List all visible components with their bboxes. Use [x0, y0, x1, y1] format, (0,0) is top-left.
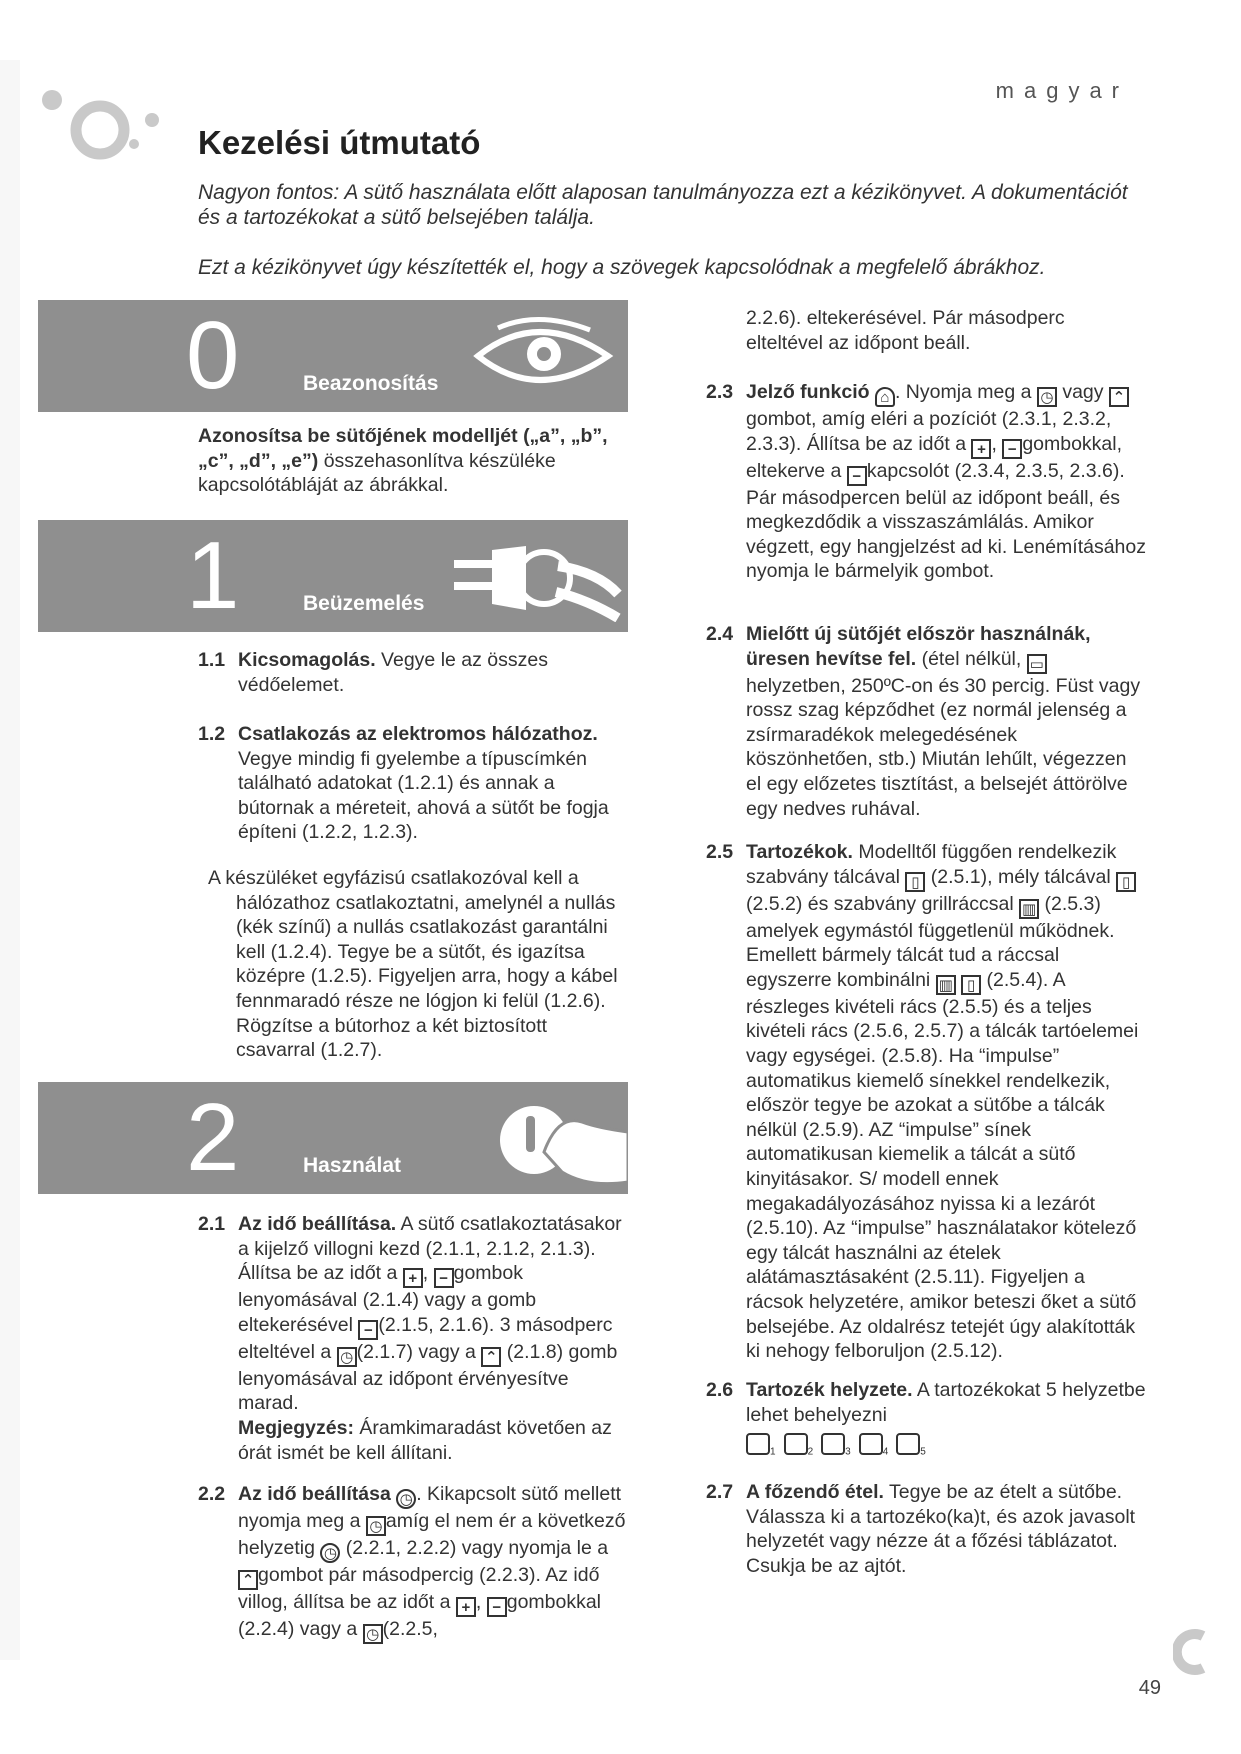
section-body: ,: [991, 432, 1003, 455]
section-1-2-continued: [208, 866, 628, 1063]
identification-text: [198, 424, 618, 498]
section-body: Tegye be az ételt a sütőbe. Válassza ki a tartozéko(ka)t, és azok javasolt helyzetét vagy nézze át a főzési táblázatot. Csukja be az ajtót.: [746, 1481, 1136, 1577]
knob-icon: −: [847, 466, 867, 486]
bell-icon: ⌂: [875, 387, 895, 407]
section-body: helyzetben, 250ºC-on és 30 percig. Füst vagy rossz szag képződhet (ez normál jelenség a zsírmaradékok melegedésének köszönhetően, stb.) Miután lehűlt, végezzen el egy előzetes tisztítást, a belsejét áttörölve egy nedves ruhával.: [746, 674, 1141, 820]
clock-button-icon: ◷: [1037, 387, 1057, 407]
section-body: (2.1.8) gomb lenyomásával az időpont érvényesítve marad.: [238, 1340, 618, 1415]
band-label: Használat: [303, 1154, 402, 1177]
section-heading: Tartozék helyzete.: [746, 1379, 913, 1401]
clock-icon: ◷: [396, 1489, 416, 1509]
section-body: Vegye mindig fi gyelembe a típuscímkén található adatokat (1.2.1) és annak a bútornak a méreteit, ahová a sütőt be fogja építeni (1.2.2, 1.2.3).: [238, 747, 609, 844]
section-body: gombok lenyomásával (2.1.4) vagy a gomb eltekerésével: [238, 1262, 537, 1336]
note-text: Áramkimaradást követően az órát ismét be kell állítani.: [238, 1416, 612, 1464]
up-arrow-button-icon: ⌃: [1109, 387, 1129, 407]
section-body: amíg el nem ér a következő helyzetig: [238, 1510, 626, 1559]
section-number: 2.7: [706, 1481, 734, 1503]
language-label: magyar: [995, 78, 1129, 103]
section-1-1: [198, 648, 628, 697]
band-label: Beüzemelés: [303, 592, 425, 615]
section-number: 2.5: [706, 841, 734, 863]
section-2-1: [198, 1212, 628, 1465]
page-number: 49: [1138, 1677, 1161, 1699]
intro-note: Ezt a kézikönyvet úgy készítették el, hogy a szövegek kapcsolódnak a megfelelő ábrákhoz.: [198, 256, 1046, 279]
section-heading: Csatlakozás az elektromos hálózathoz.: [238, 723, 598, 745]
section-body: ,: [422, 1262, 434, 1285]
section-body: gombot pár másodpercig (2.2.3). Az idő villog, állítsa be az időt a: [238, 1564, 600, 1613]
band-number: 2: [186, 1084, 240, 1191]
identification-bold: Azonosítsa be sütőjének modelljét („a”, „b”, „c”, „d”, „e”): [198, 425, 608, 472]
shelf-position-icon: 1: [746, 1433, 776, 1465]
section-heading: A főzendő étel.: [746, 1481, 884, 1503]
section-heading: Az idő beállítása.: [238, 1213, 397, 1235]
shelf-position-icon: 5: [896, 1433, 926, 1465]
plus-button-icon: +: [403, 1268, 423, 1288]
section-body: vagy: [1056, 381, 1109, 403]
section-body: (2.5.1), mély tálcával: [925, 865, 1117, 888]
grill-rack-icon: ▥: [936, 975, 956, 995]
section-body: gombokkal (2.2.4) vagy a: [238, 1591, 602, 1640]
section-body: A sütő csatlakoztatásakor a kijelző villogni kezd (2.1.1, 2.1.2, 2.1.3). Állítsa be az időt a: [238, 1213, 622, 1285]
section-body: Modelltől függően rendelkezik szabvány tálcával: [746, 841, 1117, 888]
section-number: 2.1: [198, 1213, 226, 1235]
page-title: Kezelési útmutató: [198, 124, 481, 161]
brand-logo-icon: [38, 80, 178, 180]
knob-icon: −: [358, 1320, 378, 1340]
section-body: (2.1.5, 2.1.6). 3 másodperc elteltével a: [238, 1313, 613, 1363]
minus-button-icon: −: [434, 1268, 454, 1288]
eye-icon: [468, 314, 618, 398]
knob-icon: ◷: [363, 1624, 383, 1644]
section-body: 2.2.6). eltekerésével. Pár másodperc elteltével az időpont beáll.: [746, 307, 1065, 354]
section-body: ,: [475, 1591, 487, 1613]
left-margin-shade: [0, 60, 20, 1660]
minus-button-icon: −: [487, 1597, 507, 1617]
section-2-2: [198, 1482, 628, 1644]
band-number: 1: [186, 522, 240, 629]
section-2-5: [706, 840, 1146, 1364]
section-body: (2.5.4). A részleges kivételi rács (2.5.5) és a teljes kivételi rács (2.5.6, 2.5.7) a tálcák tartóelemei vagy egységei. (2.5.8). Ha “impulse” automatikus kiemelő sínekkel rendelkezik, először tegye be azokat a sütőbe a tálcák nélkül (2.5.9). AZ “impulse” sínek automatikusan kiemelik a tálcát a sütő kinyitásakor. S/ modell ennek megakadályozásához nyissa ki a lezárót (2.5.10). Az “impulse” használatakor kötelező egy tálcát használni az ételek alátámasztásaként (2.5.11). Figyeljen a rácsok helyzetére, amikor beteszi őket a sütő belsejébe. Az oldalrész tetejét úgy alakították ki nehogy felboruljon (2.5.12).: [746, 968, 1139, 1363]
clock-button-icon: ◷: [366, 1516, 386, 1536]
section-heading: Kicsomagolás.: [238, 649, 376, 671]
tray-icon: ▯: [905, 872, 925, 892]
shelf-position-icon: 3: [821, 1433, 851, 1465]
plus-button-icon: +: [456, 1597, 476, 1617]
section-2-6: [706, 1378, 1146, 1465]
section-heading: Tartozékok.: [746, 841, 853, 863]
section-number: 2.6: [706, 1379, 734, 1401]
section-body: . Kikapcsolt sütő mellett nyomja meg a: [238, 1483, 622, 1532]
grill-rack-icon: ▥: [1019, 899, 1039, 919]
section-body: (2.2.1, 2.2.2) vagy nyomja le a: [340, 1537, 609, 1559]
up-arrow-button-icon: ⌃: [481, 1347, 501, 1367]
section-body: . Nyomja meg a: [894, 381, 1037, 403]
tray-icon: ▯: [961, 975, 981, 995]
section-number: 2.4: [706, 623, 734, 645]
section-body: Vegye le az összes védőelemet.: [238, 649, 548, 696]
section-band-identification: [38, 300, 628, 412]
section-2-3: [706, 380, 1146, 584]
section-heading: Az idő beállítása: [238, 1483, 391, 1505]
section-number: 1.2: [198, 723, 226, 745]
section-band-installation: [38, 520, 628, 632]
finger-knob-icon: [478, 1092, 628, 1192]
identification-body: összehasonlítva készüléke kapcsolótábláját az ábrákkal.: [198, 449, 556, 497]
band-label: Beazonosítás: [303, 372, 439, 395]
section-heading: Mielőtt új sütőjét először használnák, üresen hevítse fel.: [746, 623, 1091, 670]
section-number: 1.1: [198, 649, 226, 671]
section-body: A tartozékokat 5 helyzetbe lehet behelyezni: [746, 1379, 1146, 1426]
section-body: gombot, amíg eléri a pozíciót (2.3.1, 2.3.2, 2.3.3). Állítsa be az időt a: [746, 408, 1112, 455]
section-body: (2.2.5,: [382, 1618, 438, 1640]
clock-button-icon: ◷: [337, 1347, 357, 1367]
shelf-positions: [746, 1433, 1146, 1465]
shelf-position-icon: 4: [859, 1433, 889, 1465]
section-body: A készüléket egyfázisú csatlakozóval kell a hálózathoz csatlakoztatni, amelynél a nullás (kék színű) a nullás csatlakozást garantálni kell (1.2.4). Tegye be a sütőt, és igazítsa középre (1.2.5). Figyeljen arra, hogy a kábel fennmaradó része ne lógjon ki felül (1.2.6). Rögzítse a bútorhoz a két biztosított csavarral (1.2.7).: [208, 867, 618, 1062]
section-1-2: [198, 722, 628, 845]
plug-icon: [448, 538, 623, 622]
oven-mode-icon: ▭: [1027, 654, 1047, 674]
section-body: (2.5.3) amelyek egymástól függetlenül működnek. Emellett bármely tálcát tud a ráccsal egyszerre kombinálni: [746, 892, 1115, 991]
note-label: Megjegyzés:: [238, 1416, 354, 1439]
up-arrow-button-icon: ⌃: [238, 1570, 258, 1590]
minus-button-icon: −: [1002, 439, 1022, 459]
band-number: 0: [186, 302, 240, 409]
section-body: (étel nélkül,: [916, 647, 1027, 670]
plus-button-icon: +: [971, 439, 991, 459]
shelf-position-icon: 2: [784, 1433, 814, 1465]
section-heading: Jelző funkció: [746, 381, 870, 403]
intro-paragraph: Nagyon fontos: A sütő használata előtt alaposan tanulmányozza ezt a kézikönyvet. A dokumentációt és a tartozékokat a sütő belsejében találja.: [198, 181, 1128, 229]
section-number: 2.2: [198, 1483, 226, 1505]
section-body: gombokkal, eltekerve a: [746, 432, 1123, 482]
deep-tray-icon: ▯: [1116, 872, 1136, 892]
section-body: (2.1.7) vagy a: [356, 1340, 482, 1363]
clock-icon: ◷: [320, 1543, 340, 1563]
section-body: kapcsolót (2.3.4, 2.3.5, 2.3.6). Pár másodpercen belül az időpont beáll, és megkezdődik a visszaszámlálás. Amikor végzett, egy hangjelzést ad ki. Lenémításához nyomja le bármelyik gombot.: [746, 459, 1146, 583]
section-2-7: [706, 1480, 1146, 1578]
section-band-usage: [38, 1082, 628, 1194]
section-number: 2.3: [706, 381, 734, 403]
brand-c-icon: [1173, 1628, 1209, 1676]
section-2-4: [706, 622, 1146, 821]
section-2-2-continued: [746, 306, 1146, 355]
section-body: (2.5.2) és szabvány grillráccsal: [746, 892, 1020, 915]
